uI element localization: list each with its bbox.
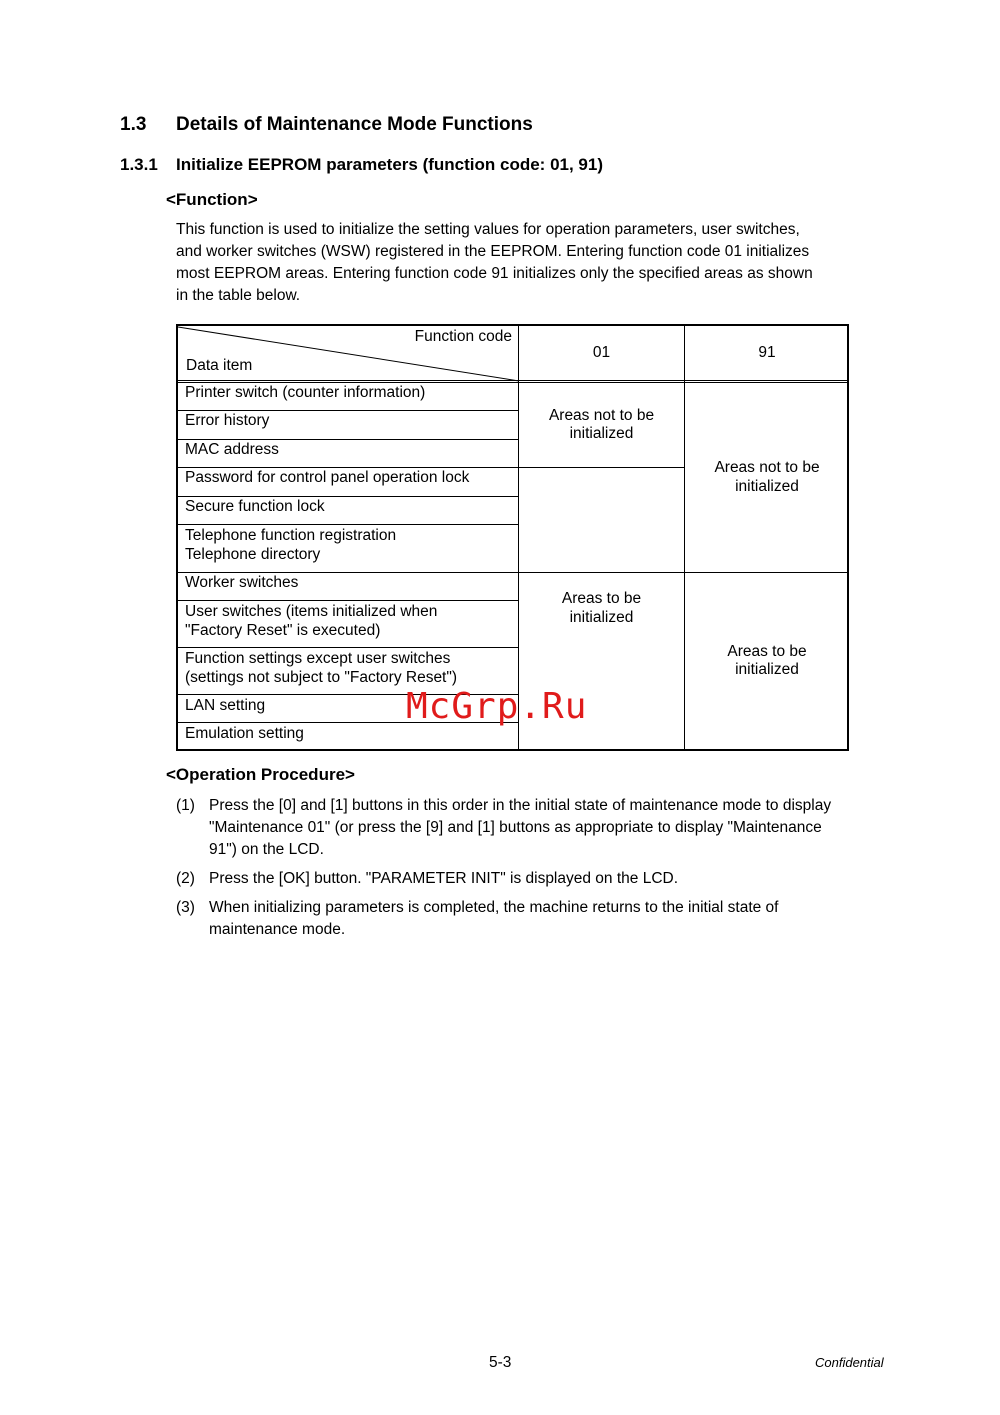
cell-text: initialized bbox=[735, 661, 799, 678]
row-label: Emulation setting bbox=[185, 725, 304, 742]
cell-91-initialized bbox=[685, 573, 849, 749]
description-line: This function is used to initialize the setting values for operation parameters, user switches, bbox=[176, 221, 800, 238]
row-label: Telephone directory bbox=[185, 545, 321, 563]
step-line: 91") on the LCD. bbox=[209, 841, 324, 858]
table-row bbox=[178, 574, 518, 593]
row-label: MAC address bbox=[185, 441, 279, 458]
header-col-01: 01 bbox=[592, 343, 611, 361]
row-rule bbox=[178, 647, 518, 648]
table-row bbox=[178, 650, 518, 687]
section-title: Details of Maintenance Mode Functions bbox=[176, 114, 533, 135]
row-rule bbox=[178, 524, 518, 525]
confidential-note: Confidential bbox=[815, 1355, 884, 1370]
row-rule bbox=[178, 496, 518, 497]
cell-01-not-initialized bbox=[519, 383, 684, 467]
row-rule bbox=[178, 439, 518, 440]
row-label: "Factory Reset" is executed) bbox=[185, 621, 381, 639]
subsection-number: 1.3.1 bbox=[120, 155, 158, 174]
step-line: maintenance mode. bbox=[209, 921, 346, 938]
subsection-heading bbox=[120, 155, 603, 175]
table-row bbox=[178, 527, 518, 564]
row-label: Password for control panel operation lock bbox=[185, 469, 470, 486]
procedure-step bbox=[176, 868, 896, 890]
function-heading: <Function> bbox=[166, 190, 258, 209]
procedure-step bbox=[176, 795, 896, 861]
cell-91-not-initialized bbox=[685, 383, 849, 572]
cell-text: initialized bbox=[735, 477, 799, 495]
row-rule bbox=[178, 600, 518, 601]
procedure-step bbox=[176, 897, 896, 941]
table-row bbox=[178, 498, 518, 517]
row-label: (settings not subject to "Factory Reset") bbox=[185, 668, 458, 686]
cell-text: initialized bbox=[569, 425, 634, 442]
header-data-item: Data item bbox=[186, 357, 253, 374]
row-label: LAN setting bbox=[185, 697, 266, 714]
section-heading bbox=[120, 114, 533, 136]
step-number: (1) bbox=[176, 797, 195, 814]
subsection-title: Initialize EEPROM parameters (function code: 01, 91) bbox=[176, 155, 603, 174]
procedure-heading: <Operation Procedure> bbox=[166, 765, 355, 784]
step-line: Press the [OK] button. "PARAMETER INIT" is displayed on the LCD. bbox=[209, 870, 679, 887]
row-rule bbox=[178, 410, 518, 411]
row-label: Error history bbox=[185, 412, 270, 429]
table-row bbox=[178, 441, 518, 460]
cell-text: Areas not to be bbox=[714, 459, 820, 476]
row-label: Function settings except user switches bbox=[185, 650, 451, 667]
row-label: Worker switches bbox=[185, 574, 299, 591]
step-line: Press the [0] and [1] buttons in this order in the initial state of maintenance mode to display bbox=[209, 797, 832, 814]
step-line: "Maintenance 01" (or press the [9] and [1] buttons as appropriate to display "Maintenance bbox=[209, 819, 822, 836]
row-label: Printer switch (counter information) bbox=[185, 384, 426, 401]
table-row bbox=[178, 469, 518, 488]
row-label: Telephone function registration bbox=[185, 527, 397, 544]
table-row bbox=[178, 384, 518, 403]
step-number: (3) bbox=[176, 899, 195, 916]
row-label: Secure function lock bbox=[185, 498, 325, 515]
cell-text: Areas not to be bbox=[548, 406, 655, 424]
table-row bbox=[178, 603, 518, 640]
table-row bbox=[178, 412, 518, 431]
header-function-code: Function code bbox=[414, 328, 512, 345]
section-number: 1.3 bbox=[120, 114, 147, 135]
description-line: and worker switches (WSW) registered in the EEPROM. Entering function code 01 initializes bbox=[176, 243, 810, 260]
header-col-91: 91 bbox=[758, 343, 776, 361]
description-line: in the table below. bbox=[176, 287, 301, 304]
watermark: McGrp.Ru bbox=[406, 686, 588, 727]
cell-text: initialized bbox=[569, 608, 634, 626]
description-line: most EEPROM areas. Entering function code 91 initializes only the specified areas as shown bbox=[176, 265, 813, 282]
step-number: (2) bbox=[176, 870, 195, 887]
table-row bbox=[178, 725, 518, 744]
function-description bbox=[176, 219, 876, 307]
cell-text: Areas to be bbox=[727, 642, 807, 660]
header-rule bbox=[178, 380, 849, 381]
cell-text: Areas to be bbox=[561, 590, 642, 607]
step-line: When initializing parameters is completed, the machine returns to the initial state of bbox=[209, 899, 779, 916]
row-label: User switches (items initialized when bbox=[185, 603, 438, 620]
procedure-steps bbox=[176, 795, 896, 948]
page-number: 5-3 bbox=[489, 1354, 512, 1371]
